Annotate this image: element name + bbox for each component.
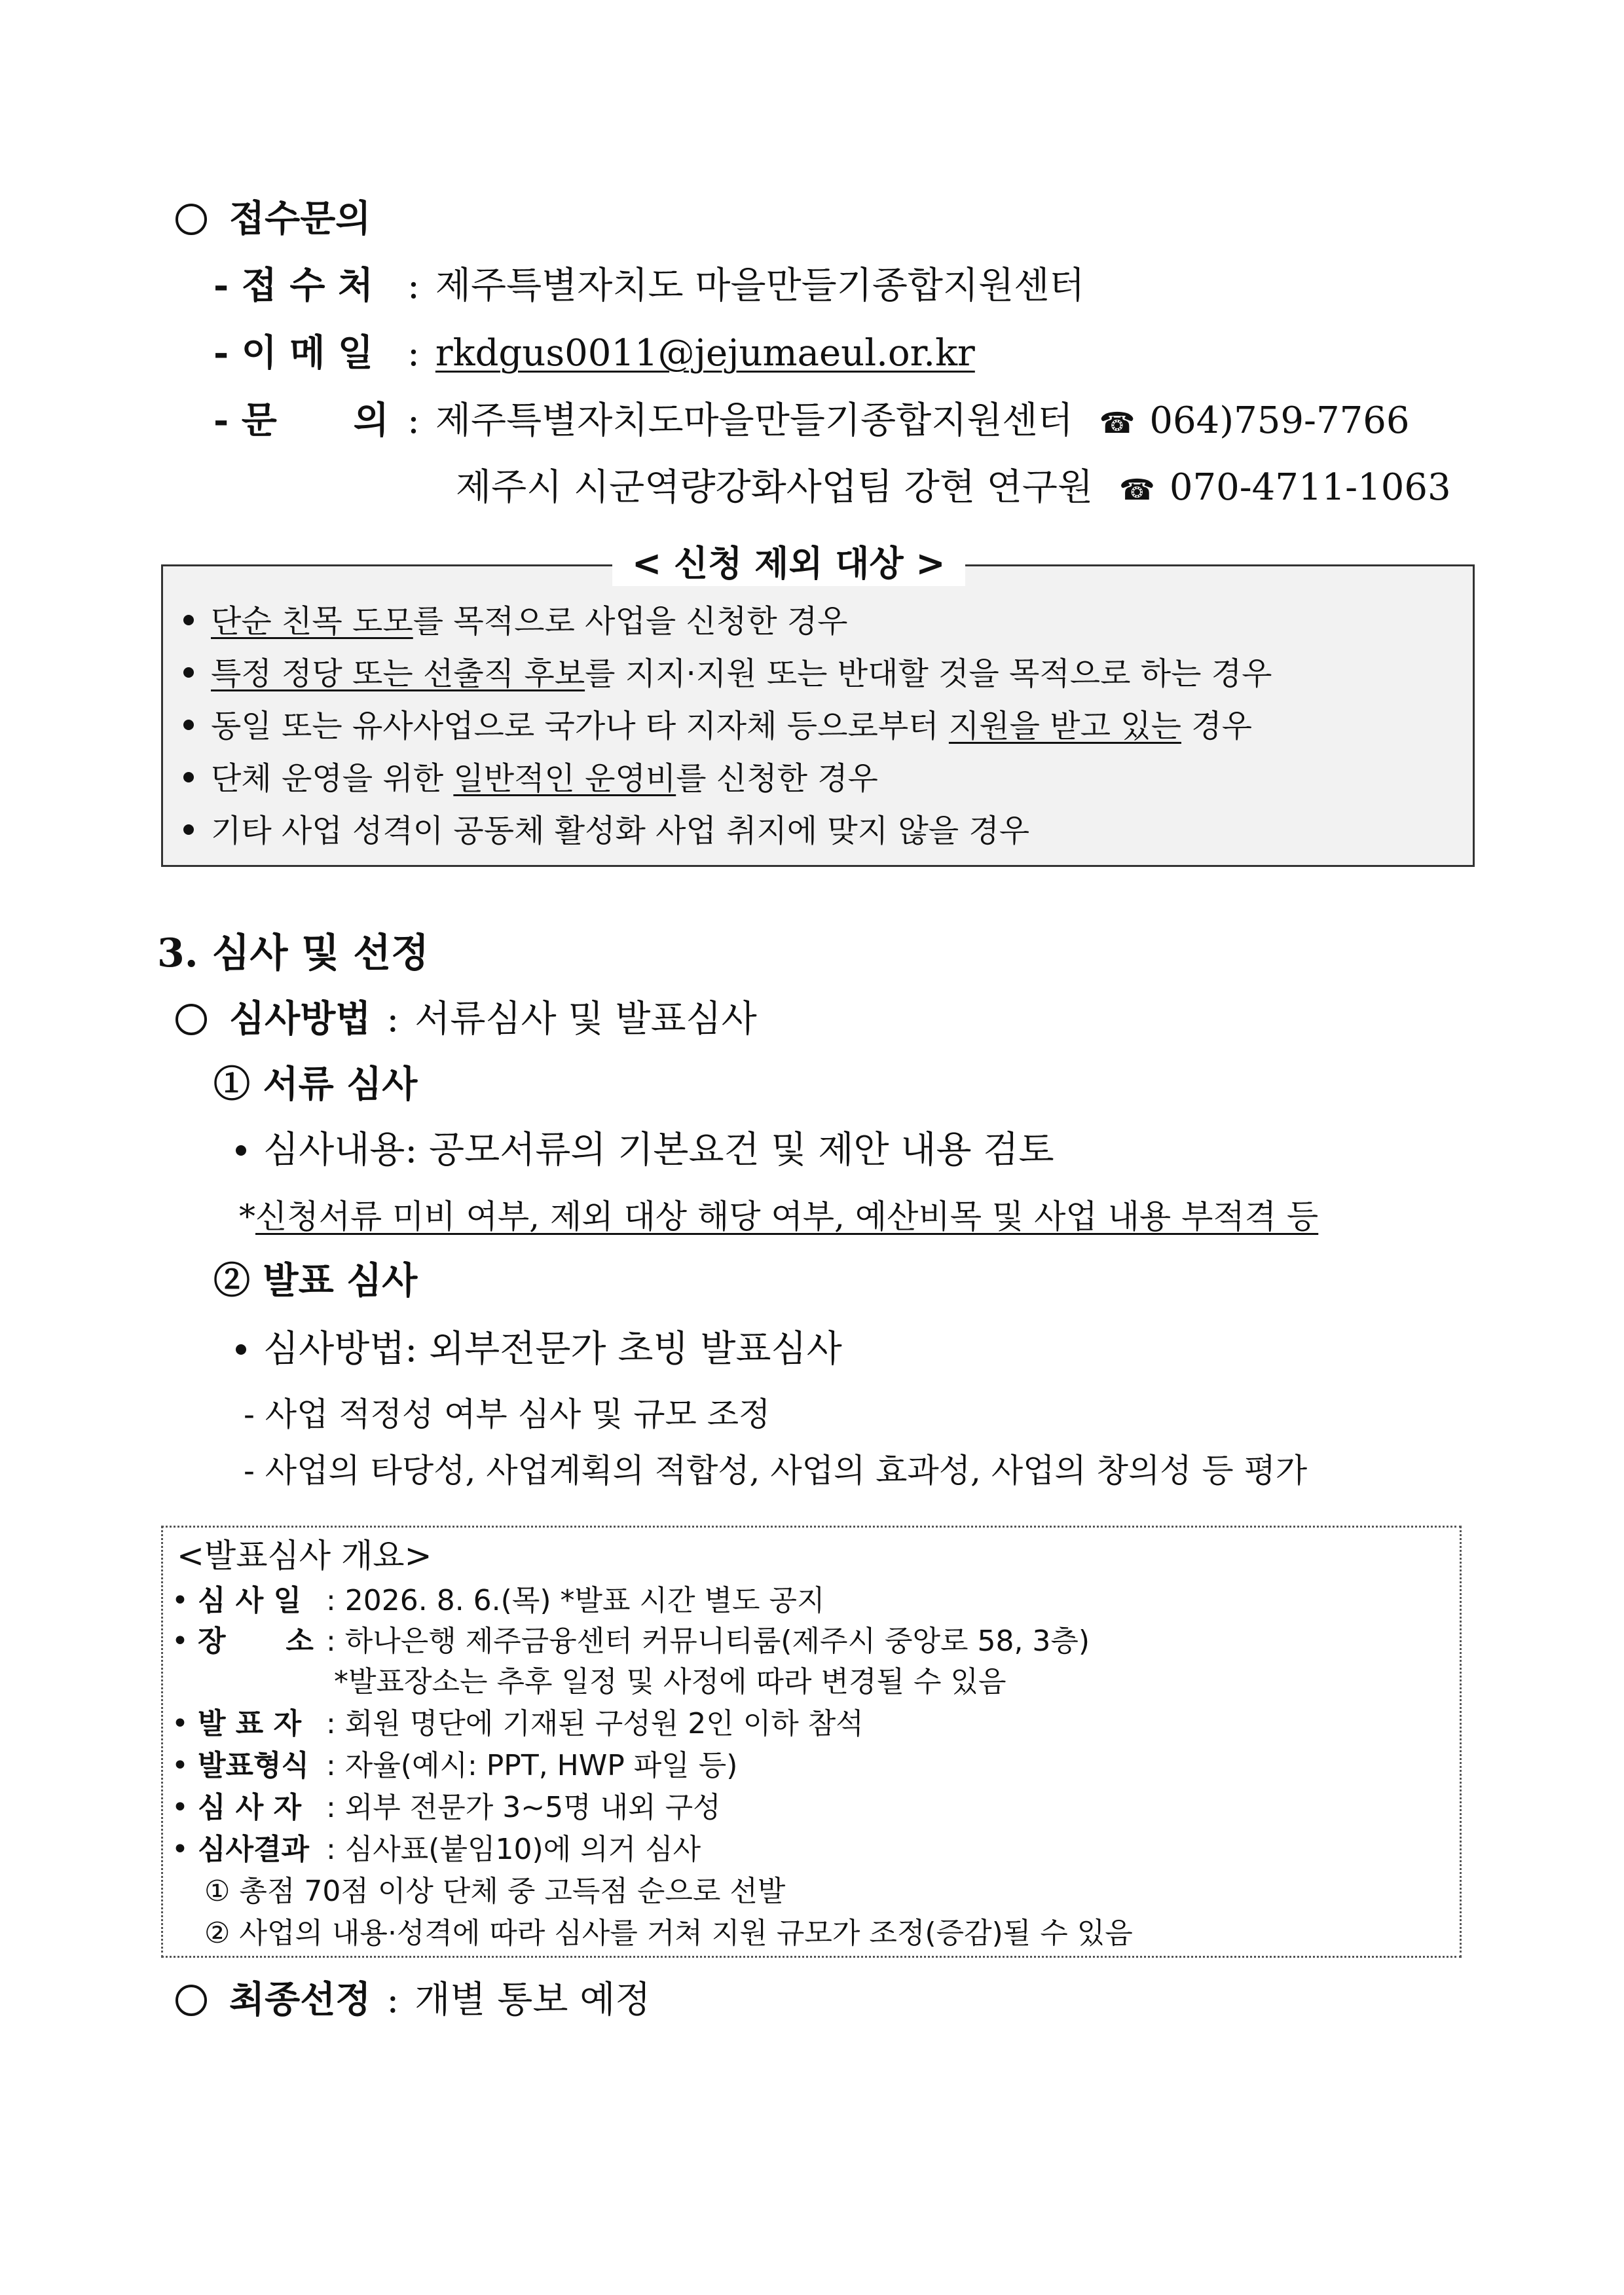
bullet-dot-icon <box>183 615 194 625</box>
doc-review-note: *신청서류 미비 여부, 제외 대상 해당 여부, 예산비목 및 사업 내용 부적격 등 <box>239 1198 1319 1236</box>
overview-row: • 장 소 : 하나은행 제주금융센터 커뮤니티룸(제주시 중앙로 58, 3층) <box>172 1625 1090 1658</box>
bullet-dot-icon <box>183 772 194 782</box>
phone-icon: ☎ <box>1099 407 1135 440</box>
pres-review-sub: - 사업의 타당성, 사업계획의 적합성, 사업의 효과성, 사업의 창의성 등 평가 <box>244 1452 1308 1490</box>
bullet-icon: • <box>172 1625 189 1658</box>
review-method: 심사방법 : 서류심사 및 발표심사 <box>175 990 757 1042</box>
circle-bullet-icon <box>175 1004 207 1035</box>
exclusion-item: 동일 또는 유사사업으로 국가나 타 지자체 등으로부터 지원을 받고 있는 경우 <box>183 701 1252 746</box>
exclusion-item: 특정 정당 또는 선출직 후보를 지지·지원 또는 반대할 것을 목적으로 하는 경우 <box>183 648 1272 693</box>
contact-row-reception: - 접 수 처 : 제주특별자치도 마을만들기종합지원센터 <box>213 264 1085 307</box>
overview-row: • 발 표 자 : 회원 명단에 기재된 구성원 2인 이하 참석 <box>172 1707 864 1740</box>
overview-row: • 심 사 일 : 2026. 8. 6.(목) *발표 시간 별도 공지 <box>172 1584 825 1617</box>
contact-row-inquiry: - 문 의 : 제주특별자치도마을만들기종합지원센터 ☎ 064)759-7766 <box>213 399 1410 442</box>
exclusion-item: 기타 사업 성격이 공동체 활성화 사업 취지에 맞지 않을 경우 <box>183 805 1029 851</box>
bullet-dot-icon <box>183 824 194 835</box>
result-item: ① 총점 70점 이상 단체 중 고득점 순으로 선발 <box>204 1875 786 1908</box>
email-link[interactable]: rkdgus0011@jejumaeul.or.kr <box>435 332 975 375</box>
overview-row: • 심 사 자 : 외부 전문가 3~5명 내외 구성 <box>172 1791 721 1824</box>
circle-bullet-icon <box>175 204 207 235</box>
contact-heading: 접수문의 <box>175 190 371 242</box>
exclusion-item: 단순 친목 도모를 목적으로 사업을 신청한 경우 <box>183 596 848 641</box>
bullet-icon: • <box>172 1791 189 1824</box>
bullet-icon: • <box>172 1749 189 1782</box>
bullet-dot-icon <box>183 667 194 678</box>
bullet-icon: • <box>172 1584 189 1617</box>
contact-row-email: - 이 메 일 : rkdgus0011@jejumaeul.or.kr <box>213 331 975 375</box>
doc-review-bullet: 심사내용: 공모서류의 기본요건 및 제안 내용 검토 <box>236 1121 1054 1173</box>
bullet-dot-icon <box>236 1145 246 1156</box>
exclusion-title: < 신청 제외 대상 > <box>612 536 965 586</box>
overview-row: • 심사결과 : 심사표(붙임10)에 의거 심사 <box>172 1833 701 1866</box>
bullet-dot-icon <box>183 720 194 730</box>
contact-row-researcher: 제주시 시군역량강화사업팀 강현 연구원 ☎ 070-4711-1063 <box>456 466 1451 509</box>
phone-icon: ☎ <box>1119 473 1155 507</box>
section-title: 3. 심사 및 선정 <box>157 930 430 976</box>
bullet-dot-icon <box>236 1344 246 1355</box>
final-selection: 최종선정 : 개별 통보 예정 <box>175 1971 650 2023</box>
pres-review-sub: - 사업 적정성 여부 심사 및 규모 조정 <box>244 1395 771 1433</box>
overview-title: <발표심사 개요> <box>177 1537 432 1575</box>
place-note: *발표장소는 추후 일정 및 사정에 따라 변경될 수 있음 <box>334 1665 1006 1698</box>
bullet-icon: • <box>172 1707 189 1740</box>
exclusion-item: 단체 운영을 위한 일반적인 운영비를 신청한 경우 <box>183 753 878 798</box>
bullet-icon: • <box>172 1833 189 1866</box>
result-item: ② 사업의 내용·성격에 따라 심사를 거쳐 지원 규모가 조정(증감)될 수 있음 <box>204 1917 1133 1950</box>
doc-review-title: ① 서류 심사 <box>213 1063 418 1106</box>
pres-review-bullet: 심사방법: 외부전문가 초빙 발표심사 <box>236 1320 842 1372</box>
pres-review-title: ② 발표 심사 <box>213 1259 418 1302</box>
circle-bullet-icon <box>175 1985 207 2016</box>
overview-row: • 발표형식 : 자율(예시: PPT, HWP 파일 등) <box>172 1749 738 1782</box>
